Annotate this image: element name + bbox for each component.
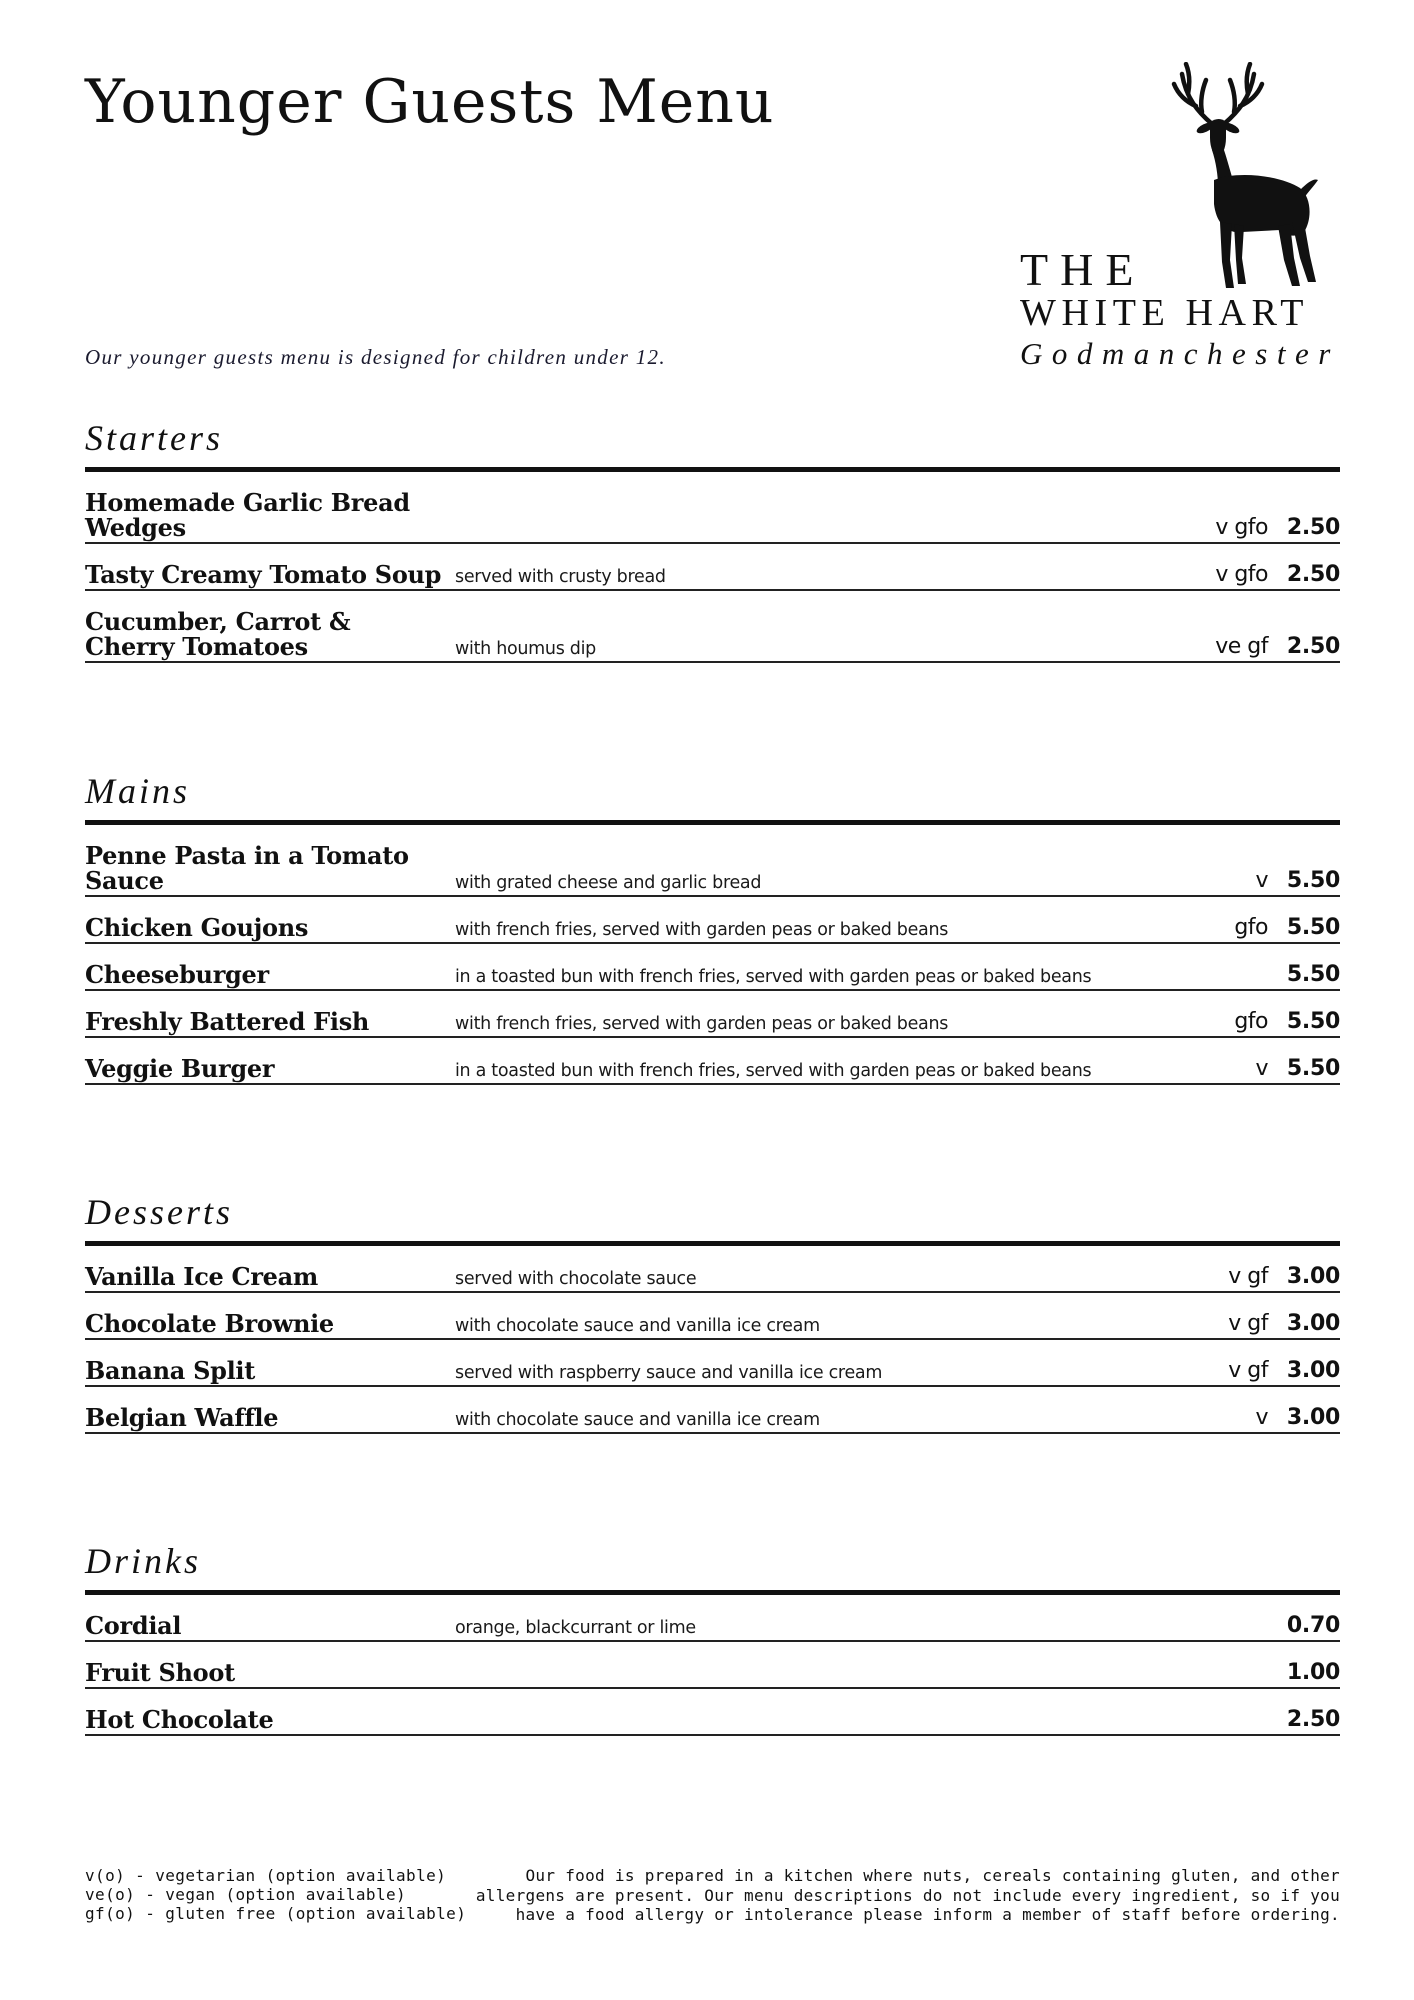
item-price: 5.50: [1286, 1056, 1340, 1081]
item-price: 3.00: [1286, 1264, 1340, 1289]
item-name: Freshly Battered Fish: [85, 1007, 370, 1036]
item-description: with chocolate sauce and vanilla ice cream: [455, 1316, 820, 1336]
item-name: Tasty Creamy Tomato Soup: [85, 560, 442, 589]
item-price: 2.50: [1286, 634, 1340, 659]
item-name: Veggie Burger: [85, 1054, 275, 1083]
section-title: Starters: [85, 418, 224, 458]
menu-item: [85, 1038, 1340, 1085]
menu-item: [85, 1246, 1340, 1293]
item-name: Vanilla Ice Cream: [85, 1262, 319, 1291]
item-description: with french fries, served with garden peas or baked beans: [455, 920, 949, 940]
item-dietary: v gf: [1228, 1264, 1268, 1289]
menu-item: [85, 472, 1340, 544]
item-dietary: v: [1255, 1405, 1268, 1430]
item-price: 1.00: [1286, 1660, 1340, 1685]
item-price: 2.50: [1286, 515, 1340, 540]
item-description: with chocolate sauce and vanilla ice cream: [455, 1410, 820, 1430]
item-description: in a toasted bun with french fries, served with garden peas or baked beans: [455, 967, 1092, 987]
item-dietary: v gf: [1228, 1358, 1268, 1383]
item-dietary: v: [1255, 868, 1268, 893]
item-price: 3.00: [1286, 1311, 1340, 1336]
logo-line-white-hart: WHITE HART: [1020, 292, 1310, 334]
logo-line-the: THE: [1020, 244, 1146, 295]
item-name: Chocolate Brownie: [85, 1309, 334, 1338]
item-description: with houmus dip: [455, 639, 596, 659]
legend-item: gf(o) - gluten free (option available): [85, 1904, 467, 1923]
menu-item: [85, 591, 1340, 663]
section-desserts: [85, 1194, 1340, 1434]
item-description: with grated cheese and garlic bread: [455, 873, 762, 893]
item-description: served with crusty bread: [455, 567, 666, 587]
menu-item: [85, 1689, 1340, 1736]
section-mains: [85, 773, 1340, 1085]
menu-item: [85, 1595, 1340, 1642]
item-description: served with chocolate sauce: [455, 1269, 697, 1289]
item-description: orange, blackcurrant or lime: [455, 1618, 696, 1638]
item-name: Cordial: [85, 1611, 182, 1640]
item-price: 3.00: [1286, 1358, 1340, 1383]
menu-item: [85, 1293, 1340, 1340]
menu-item: [85, 897, 1340, 944]
section-starters: [85, 420, 1340, 663]
legend-item: v(o) - vegetarian (option available): [85, 1866, 447, 1885]
logo-line-location: Godmanchester: [1020, 336, 1340, 371]
item-description: served with raspberry sauce and vanilla ice cream: [455, 1363, 883, 1383]
item-name: Homemade Garlic Bread Wedges: [85, 488, 410, 542]
section-drinks: [85, 1543, 1340, 1736]
menu-item: [85, 944, 1340, 991]
menu-tagline: Our younger guests menu is designed for children under 12.: [85, 345, 666, 369]
item-description: in a toasted bun with french fries, served with garden peas or baked beans: [455, 1061, 1092, 1081]
menu-item: [85, 1387, 1340, 1434]
item-name: Fruit Shoot: [85, 1658, 235, 1687]
menu-item: [85, 825, 1340, 897]
item-dietary: ve gf: [1215, 634, 1268, 659]
section-title: Desserts: [85, 1192, 233, 1232]
page-title: Younger Guests Menu: [85, 67, 775, 137]
item-dietary: v gf: [1228, 1311, 1268, 1336]
item-name: Cucumber, Carrot & Cherry Tomatoes: [85, 607, 351, 661]
item-price: 0.70: [1286, 1613, 1340, 1638]
item-name: Banana Split: [85, 1356, 256, 1385]
item-name: Hot Chocolate: [85, 1705, 274, 1734]
item-price: 2.50: [1286, 562, 1340, 587]
item-name: Chicken Goujons: [85, 913, 309, 942]
item-dietary: gfo: [1234, 1009, 1268, 1034]
menu-item: [85, 1642, 1340, 1689]
menu-item: [85, 544, 1340, 591]
section-title: Mains: [85, 771, 190, 811]
stag-icon: [1160, 62, 1330, 292]
item-name: Cheeseburger: [85, 960, 269, 989]
allergy-notice: Our food is prepared in a kitchen where nuts, cereals containing gluten, and other allergens are present. Our menu descriptions do not include every ingredient, so if you have a food allergy or intolerance please inform a member of staff before ordering.: [475, 1866, 1340, 1924]
item-dietary: v: [1255, 1056, 1268, 1081]
item-name: Penne Pasta in a Tomato Sauce: [85, 841, 409, 895]
item-description: with french fries, served with garden peas or baked beans: [455, 1014, 949, 1034]
item-dietary: v gfo: [1215, 562, 1268, 587]
item-price: 5.50: [1286, 868, 1340, 893]
item-price: 5.50: [1286, 915, 1340, 940]
legend-item: ve(o) - vegan (option available): [85, 1885, 407, 1904]
item-dietary: v gfo: [1215, 515, 1268, 540]
section-title: Drinks: [85, 1541, 201, 1581]
item-dietary: gfo: [1234, 915, 1268, 940]
item-price: 3.00: [1286, 1405, 1340, 1430]
item-name: Belgian Waffle: [85, 1403, 279, 1432]
menu-item: [85, 991, 1340, 1038]
item-price: 5.50: [1286, 962, 1340, 987]
item-price: 2.50: [1286, 1707, 1340, 1732]
restaurant-logo: [1010, 62, 1340, 382]
item-price: 5.50: [1286, 1009, 1340, 1034]
dietary-legend: [85, 1866, 466, 1923]
menu-item: [85, 1340, 1340, 1387]
